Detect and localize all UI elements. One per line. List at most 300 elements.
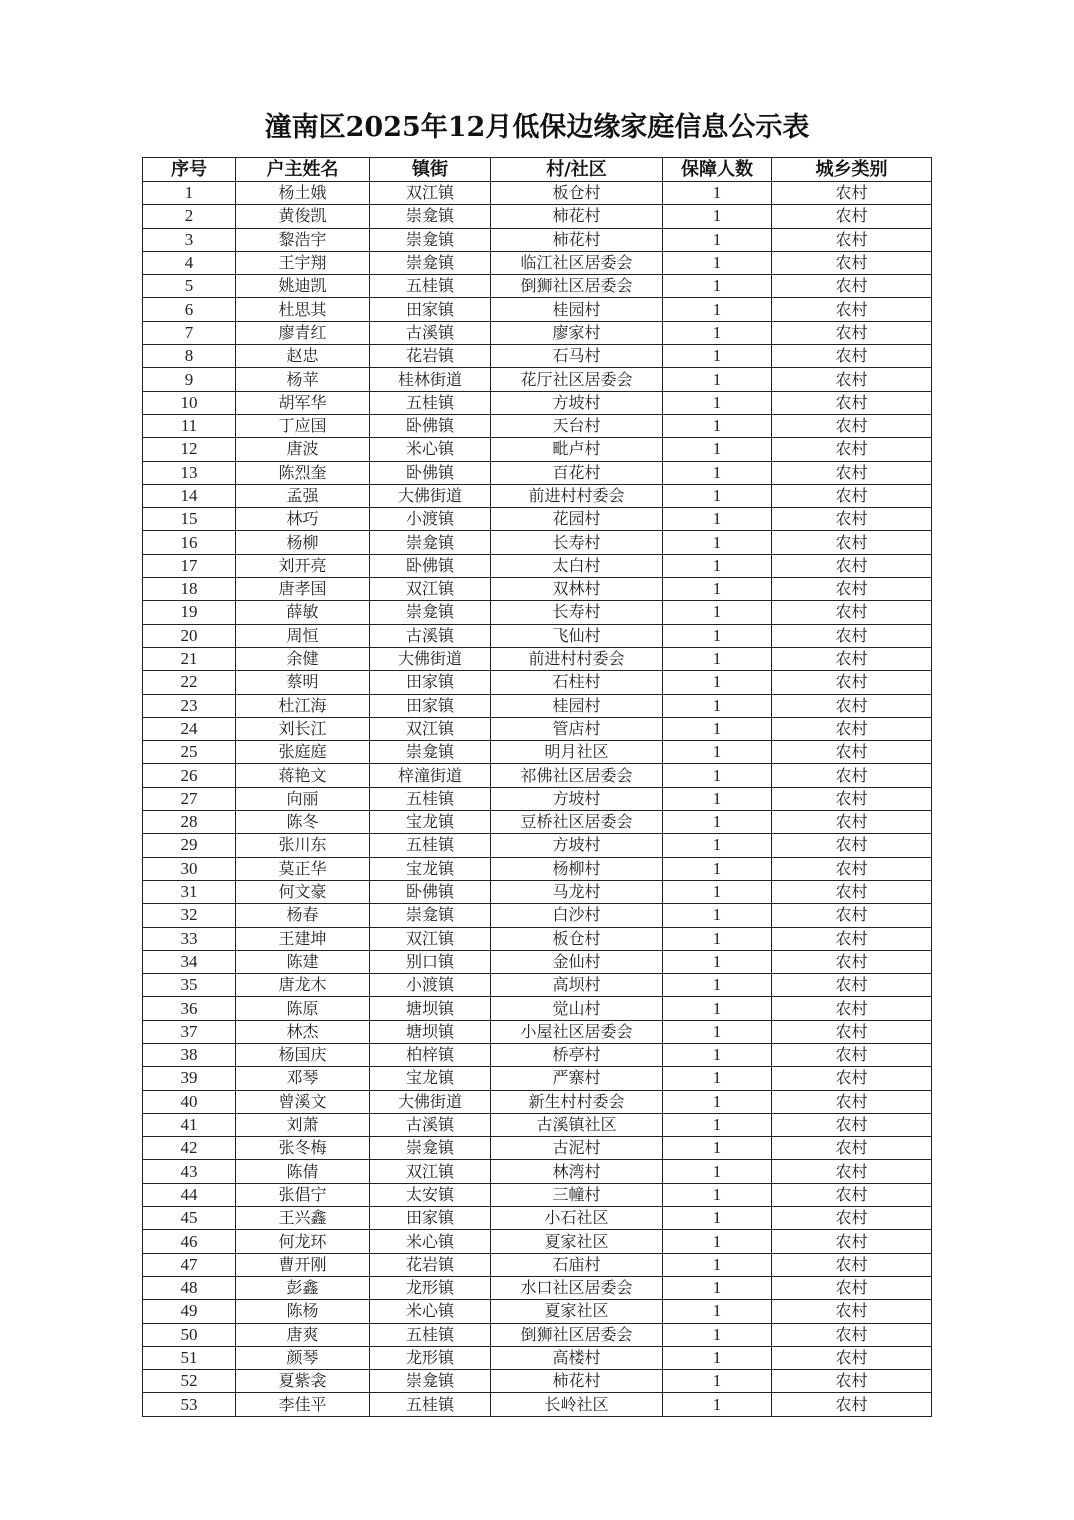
cell-persons: 1	[663, 974, 772, 997]
cell-category: 农村	[772, 717, 932, 740]
cell-householder-name: 曹开刚	[236, 1253, 370, 1276]
cell-householder-name: 颜琴	[236, 1346, 370, 1369]
cell-householder-name: 杨国庆	[236, 1043, 370, 1066]
cell-persons: 1	[663, 1276, 772, 1299]
cell-householder-name: 刘长江	[236, 717, 370, 740]
cell-town: 太安镇	[370, 1183, 491, 1206]
cell-householder-name: 蔡明	[236, 671, 370, 694]
cell-town: 田家镇	[370, 1207, 491, 1230]
cell-town: 崇龛镇	[370, 1370, 491, 1393]
table-row	[143, 647, 932, 670]
cell-index: 2	[143, 205, 236, 228]
cell-index: 15	[143, 508, 236, 531]
table-row	[143, 904, 932, 927]
cell-village: 石庙村	[491, 1253, 663, 1276]
cell-town: 宝龙镇	[370, 811, 491, 834]
cell-householder-name: 杨土娥	[236, 182, 370, 205]
cell-persons: 1	[663, 228, 772, 251]
table-row	[143, 1300, 932, 1323]
cell-category: 农村	[772, 1020, 932, 1043]
cell-village: 杨柳村	[491, 857, 663, 880]
table-row	[143, 1043, 932, 1066]
cell-category: 农村	[772, 508, 932, 531]
cell-town: 梓潼街道	[370, 764, 491, 787]
cell-index: 30	[143, 857, 236, 880]
cell-householder-name: 廖青红	[236, 321, 370, 344]
cell-village: 花园村	[491, 508, 663, 531]
table-row	[143, 1230, 932, 1253]
table-row	[143, 624, 932, 647]
cell-index: 29	[143, 834, 236, 857]
cell-index: 27	[143, 787, 236, 810]
cell-persons: 1	[663, 1253, 772, 1276]
cell-persons: 1	[663, 1043, 772, 1066]
cell-category: 农村	[772, 298, 932, 321]
cell-village: 小屋社区居委会	[491, 1020, 663, 1043]
cell-category: 农村	[772, 578, 932, 601]
table-row	[143, 1137, 932, 1160]
cell-category: 农村	[772, 321, 932, 344]
cell-index: 18	[143, 578, 236, 601]
cell-householder-name: 陈倩	[236, 1160, 370, 1183]
table-row	[143, 1393, 932, 1416]
table-row	[143, 834, 932, 857]
cell-persons: 1	[663, 694, 772, 717]
cell-town: 卧佛镇	[370, 461, 491, 484]
cell-village: 百花村	[491, 461, 663, 484]
cell-category: 农村	[772, 391, 932, 414]
cell-householder-name: 杜江海	[236, 694, 370, 717]
cell-category: 农村	[772, 368, 932, 391]
cell-village: 小石社区	[491, 1207, 663, 1230]
cell-index: 6	[143, 298, 236, 321]
header-village: 村/社区	[491, 158, 663, 182]
cell-town: 双江镇	[370, 717, 491, 740]
header-category: 城乡类别	[772, 158, 932, 182]
cell-town: 五桂镇	[370, 391, 491, 414]
cell-town: 小渡镇	[370, 974, 491, 997]
cell-householder-name: 唐孝国	[236, 578, 370, 601]
cell-householder-name: 陈建	[236, 950, 370, 973]
header-index: 序号	[143, 158, 236, 182]
table-row	[143, 205, 932, 228]
cell-index: 47	[143, 1253, 236, 1276]
cell-town: 龙形镇	[370, 1276, 491, 1299]
cell-category: 农村	[772, 1043, 932, 1066]
cell-village: 桂园村	[491, 694, 663, 717]
cell-householder-name: 陈杨	[236, 1300, 370, 1323]
cell-persons: 1	[663, 484, 772, 507]
cell-householder-name: 邓琴	[236, 1067, 370, 1090]
cell-town: 五桂镇	[370, 275, 491, 298]
cell-town: 大佛街道	[370, 647, 491, 670]
cell-village: 板仓村	[491, 182, 663, 205]
cell-householder-name: 张倡宁	[236, 1183, 370, 1206]
cell-village: 豆桥社区居委会	[491, 811, 663, 834]
cell-village: 古溪镇社区	[491, 1113, 663, 1136]
cell-index: 10	[143, 391, 236, 414]
cell-persons: 1	[663, 251, 772, 274]
cell-index: 46	[143, 1230, 236, 1253]
cell-householder-name: 姚迪凯	[236, 275, 370, 298]
cell-category: 农村	[772, 414, 932, 437]
cell-persons: 1	[663, 345, 772, 368]
cell-index: 1	[143, 182, 236, 205]
cell-householder-name: 张冬梅	[236, 1137, 370, 1160]
cell-category: 农村	[772, 1300, 932, 1323]
cell-category: 农村	[772, 880, 932, 903]
cell-town: 古溪镇	[370, 1113, 491, 1136]
cell-persons: 1	[663, 1160, 772, 1183]
cell-persons: 1	[663, 461, 772, 484]
cell-town: 五桂镇	[370, 834, 491, 857]
cell-town: 柏梓镇	[370, 1043, 491, 1066]
table-row	[143, 368, 932, 391]
cell-householder-name: 陈冬	[236, 811, 370, 834]
table-row	[143, 1067, 932, 1090]
cell-town: 田家镇	[370, 298, 491, 321]
cell-town: 米心镇	[370, 1300, 491, 1323]
table-row	[143, 1160, 932, 1183]
table-row	[143, 298, 932, 321]
cell-village: 长寿村	[491, 531, 663, 554]
cell-category: 农村	[772, 438, 932, 461]
table-row	[143, 1370, 932, 1393]
cell-village: 石柱村	[491, 671, 663, 694]
cell-index: 51	[143, 1346, 236, 1369]
cell-village: 双林村	[491, 578, 663, 601]
cell-town: 卧佛镇	[370, 414, 491, 437]
table-row	[143, 438, 932, 461]
cell-category: 农村	[772, 251, 932, 274]
cell-persons: 1	[663, 298, 772, 321]
cell-village: 金仙村	[491, 950, 663, 973]
cell-category: 农村	[772, 1137, 932, 1160]
cell-village: 天台村	[491, 414, 663, 437]
cell-index: 28	[143, 811, 236, 834]
cell-village: 高楼村	[491, 1346, 663, 1369]
cell-householder-name: 陈原	[236, 997, 370, 1020]
cell-village: 方坡村	[491, 787, 663, 810]
table-row	[143, 880, 932, 903]
cell-town: 宝龙镇	[370, 857, 491, 880]
cell-index: 16	[143, 531, 236, 554]
cell-persons: 1	[663, 182, 772, 205]
cell-town: 崇龛镇	[370, 205, 491, 228]
cell-category: 农村	[772, 275, 932, 298]
cell-householder-name: 夏紫衾	[236, 1370, 370, 1393]
cell-householder-name: 王宇翔	[236, 251, 370, 274]
cell-village: 柿花村	[491, 205, 663, 228]
cell-town: 双江镇	[370, 927, 491, 950]
cell-category: 农村	[772, 1393, 932, 1416]
table-row	[143, 997, 932, 1020]
cell-category: 农村	[772, 834, 932, 857]
cell-persons: 1	[663, 1393, 772, 1416]
cell-village: 桂园村	[491, 298, 663, 321]
cell-index: 17	[143, 554, 236, 577]
cell-index: 5	[143, 275, 236, 298]
cell-category: 农村	[772, 1183, 932, 1206]
cell-category: 农村	[772, 950, 932, 973]
cell-village: 明月社区	[491, 741, 663, 764]
cell-town: 卧佛镇	[370, 554, 491, 577]
table-row	[143, 251, 932, 274]
cell-town: 五桂镇	[370, 1393, 491, 1416]
cell-householder-name: 李佳平	[236, 1393, 370, 1416]
cell-persons: 1	[663, 368, 772, 391]
cell-village: 林湾村	[491, 1160, 663, 1183]
cell-town: 小渡镇	[370, 508, 491, 531]
cell-category: 农村	[772, 554, 932, 577]
cell-index: 53	[143, 1393, 236, 1416]
cell-householder-name: 唐龙木	[236, 974, 370, 997]
cell-persons: 1	[663, 927, 772, 950]
cell-town: 卧佛镇	[370, 880, 491, 903]
cell-persons: 1	[663, 671, 772, 694]
cell-village: 夏家社区	[491, 1230, 663, 1253]
cell-persons: 1	[663, 950, 772, 973]
cell-town: 大佛街道	[370, 1090, 491, 1113]
cell-householder-name: 向丽	[236, 787, 370, 810]
table-row	[143, 764, 932, 787]
cell-index: 20	[143, 624, 236, 647]
cell-persons: 1	[663, 1207, 772, 1230]
cell-town: 龙形镇	[370, 1346, 491, 1369]
cell-index: 34	[143, 950, 236, 973]
cell-village: 严寨村	[491, 1067, 663, 1090]
cell-householder-name: 陈烈奎	[236, 461, 370, 484]
cell-town: 古溪镇	[370, 321, 491, 344]
cell-householder-name: 何文豪	[236, 880, 370, 903]
cell-persons: 1	[663, 1370, 772, 1393]
cell-index: 49	[143, 1300, 236, 1323]
table-row	[143, 228, 932, 251]
table-row	[143, 1276, 932, 1299]
cell-category: 农村	[772, 182, 932, 205]
table-row	[143, 1323, 932, 1346]
cell-village: 廖家村	[491, 321, 663, 344]
cell-category: 农村	[772, 601, 932, 624]
cell-index: 4	[143, 251, 236, 274]
cell-index: 11	[143, 414, 236, 437]
cell-index: 40	[143, 1090, 236, 1113]
cell-category: 农村	[772, 461, 932, 484]
cell-householder-name: 何龙环	[236, 1230, 370, 1253]
cell-category: 农村	[772, 1160, 932, 1183]
cell-persons: 1	[663, 1300, 772, 1323]
table-row	[143, 461, 932, 484]
cell-village: 白沙村	[491, 904, 663, 927]
cell-town: 花岩镇	[370, 1253, 491, 1276]
cell-town: 崇龛镇	[370, 1137, 491, 1160]
cell-category: 农村	[772, 1346, 932, 1369]
cell-village: 板仓村	[491, 927, 663, 950]
cell-persons: 1	[663, 741, 772, 764]
cell-householder-name: 张川东	[236, 834, 370, 857]
cell-householder-name: 林巧	[236, 508, 370, 531]
cell-town: 崇龛镇	[370, 601, 491, 624]
cell-persons: 1	[663, 624, 772, 647]
cell-index: 32	[143, 904, 236, 927]
cell-persons: 1	[663, 1067, 772, 1090]
cell-index: 41	[143, 1113, 236, 1136]
cell-village: 马龙村	[491, 880, 663, 903]
cell-village: 觉山村	[491, 997, 663, 1020]
cell-village: 前进村村委会	[491, 647, 663, 670]
table-body	[143, 182, 932, 1417]
cell-householder-name: 曾溪文	[236, 1090, 370, 1113]
cell-persons: 1	[663, 904, 772, 927]
cell-town: 田家镇	[370, 694, 491, 717]
cell-index: 3	[143, 228, 236, 251]
cell-village: 方坡村	[491, 391, 663, 414]
cell-index: 52	[143, 1370, 236, 1393]
cell-persons: 1	[663, 508, 772, 531]
cell-town: 崇龛镇	[370, 251, 491, 274]
cell-index: 35	[143, 974, 236, 997]
cell-village: 前进村村委会	[491, 484, 663, 507]
cell-index: 39	[143, 1067, 236, 1090]
cell-persons: 1	[663, 1090, 772, 1113]
cell-village: 临江社区居委会	[491, 251, 663, 274]
cell-persons: 1	[663, 1346, 772, 1369]
cell-householder-name: 孟强	[236, 484, 370, 507]
cell-index: 8	[143, 345, 236, 368]
cell-category: 农村	[772, 741, 932, 764]
table-row	[143, 1207, 932, 1230]
cell-village: 柿花村	[491, 1370, 663, 1393]
table-row	[143, 1113, 932, 1136]
household-table	[142, 157, 932, 1417]
cell-householder-name: 杨柳	[236, 531, 370, 554]
cell-village: 毗卢村	[491, 438, 663, 461]
cell-village: 古泥村	[491, 1137, 663, 1160]
cell-town: 宝龙镇	[370, 1067, 491, 1090]
cell-town: 大佛街道	[370, 484, 491, 507]
cell-village: 夏家社区	[491, 1300, 663, 1323]
cell-category: 农村	[772, 1276, 932, 1299]
table-row	[143, 182, 932, 205]
cell-category: 农村	[772, 1067, 932, 1090]
cell-category: 农村	[772, 484, 932, 507]
cell-persons: 1	[663, 321, 772, 344]
cell-category: 农村	[772, 228, 932, 251]
table-row	[143, 694, 932, 717]
cell-village: 柿花村	[491, 228, 663, 251]
table-row	[143, 414, 932, 437]
cell-householder-name: 王兴鑫	[236, 1207, 370, 1230]
table-row	[143, 671, 932, 694]
cell-householder-name: 胡军华	[236, 391, 370, 414]
cell-index: 33	[143, 927, 236, 950]
cell-persons: 1	[663, 647, 772, 670]
table-row	[143, 531, 932, 554]
cell-persons: 1	[663, 205, 772, 228]
cell-town: 米心镇	[370, 1230, 491, 1253]
cell-index: 50	[143, 1323, 236, 1346]
cell-index: 22	[143, 671, 236, 694]
cell-index: 24	[143, 717, 236, 740]
cell-householder-name: 唐波	[236, 438, 370, 461]
cell-category: 农村	[772, 857, 932, 880]
cell-category: 农村	[772, 531, 932, 554]
cell-category: 农村	[772, 1323, 932, 1346]
cell-householder-name: 王建坤	[236, 927, 370, 950]
cell-householder-name: 杨苹	[236, 368, 370, 391]
table-header-row	[143, 158, 932, 182]
cell-index: 44	[143, 1183, 236, 1206]
cell-village: 新生村村委会	[491, 1090, 663, 1113]
table-row	[143, 578, 932, 601]
cell-index: 45	[143, 1207, 236, 1230]
cell-persons: 1	[663, 1113, 772, 1136]
cell-category: 农村	[772, 1253, 932, 1276]
cell-category: 农村	[772, 1090, 932, 1113]
cell-village: 桥亭村	[491, 1043, 663, 1066]
cell-village: 方坡村	[491, 834, 663, 857]
cell-category: 农村	[772, 1113, 932, 1136]
table-row	[143, 787, 932, 810]
cell-town: 崇龛镇	[370, 228, 491, 251]
header-householder-name: 户主姓名	[236, 158, 370, 182]
cell-town: 米心镇	[370, 438, 491, 461]
cell-category: 农村	[772, 787, 932, 810]
cell-village: 三幢村	[491, 1183, 663, 1206]
cell-category: 农村	[772, 205, 932, 228]
table-row	[143, 857, 932, 880]
cell-town: 田家镇	[370, 671, 491, 694]
table-row	[143, 811, 932, 834]
cell-village: 长寿村	[491, 601, 663, 624]
cell-index: 23	[143, 694, 236, 717]
cell-householder-name: 杨春	[236, 904, 370, 927]
cell-category: 农村	[772, 345, 932, 368]
cell-town: 双江镇	[370, 578, 491, 601]
cell-village: 花厅社区居委会	[491, 368, 663, 391]
cell-village: 飞仙村	[491, 624, 663, 647]
cell-town: 双江镇	[370, 1160, 491, 1183]
cell-town: 塘坝镇	[370, 1020, 491, 1043]
cell-index: 13	[143, 461, 236, 484]
table-row	[143, 927, 932, 950]
cell-index: 31	[143, 880, 236, 903]
cell-persons: 1	[663, 1230, 772, 1253]
cell-category: 农村	[772, 927, 932, 950]
table-row	[143, 601, 932, 624]
table-row	[143, 391, 932, 414]
table-row	[143, 974, 932, 997]
cell-village: 倒狮社区居委会	[491, 1323, 663, 1346]
cell-town: 崇龛镇	[370, 741, 491, 764]
cell-persons: 1	[663, 554, 772, 577]
cell-town: 五桂镇	[370, 1323, 491, 1346]
table-row	[143, 741, 932, 764]
cell-index: 43	[143, 1160, 236, 1183]
cell-index: 7	[143, 321, 236, 344]
cell-householder-name: 杜思其	[236, 298, 370, 321]
cell-town: 桂林街道	[370, 368, 491, 391]
table-row	[143, 1020, 932, 1043]
table-row	[143, 1183, 932, 1206]
cell-index: 21	[143, 647, 236, 670]
cell-town: 双江镇	[370, 182, 491, 205]
cell-persons: 1	[663, 997, 772, 1020]
cell-persons: 1	[663, 391, 772, 414]
cell-town: 五桂镇	[370, 787, 491, 810]
table-row	[143, 554, 932, 577]
cell-persons: 1	[663, 811, 772, 834]
